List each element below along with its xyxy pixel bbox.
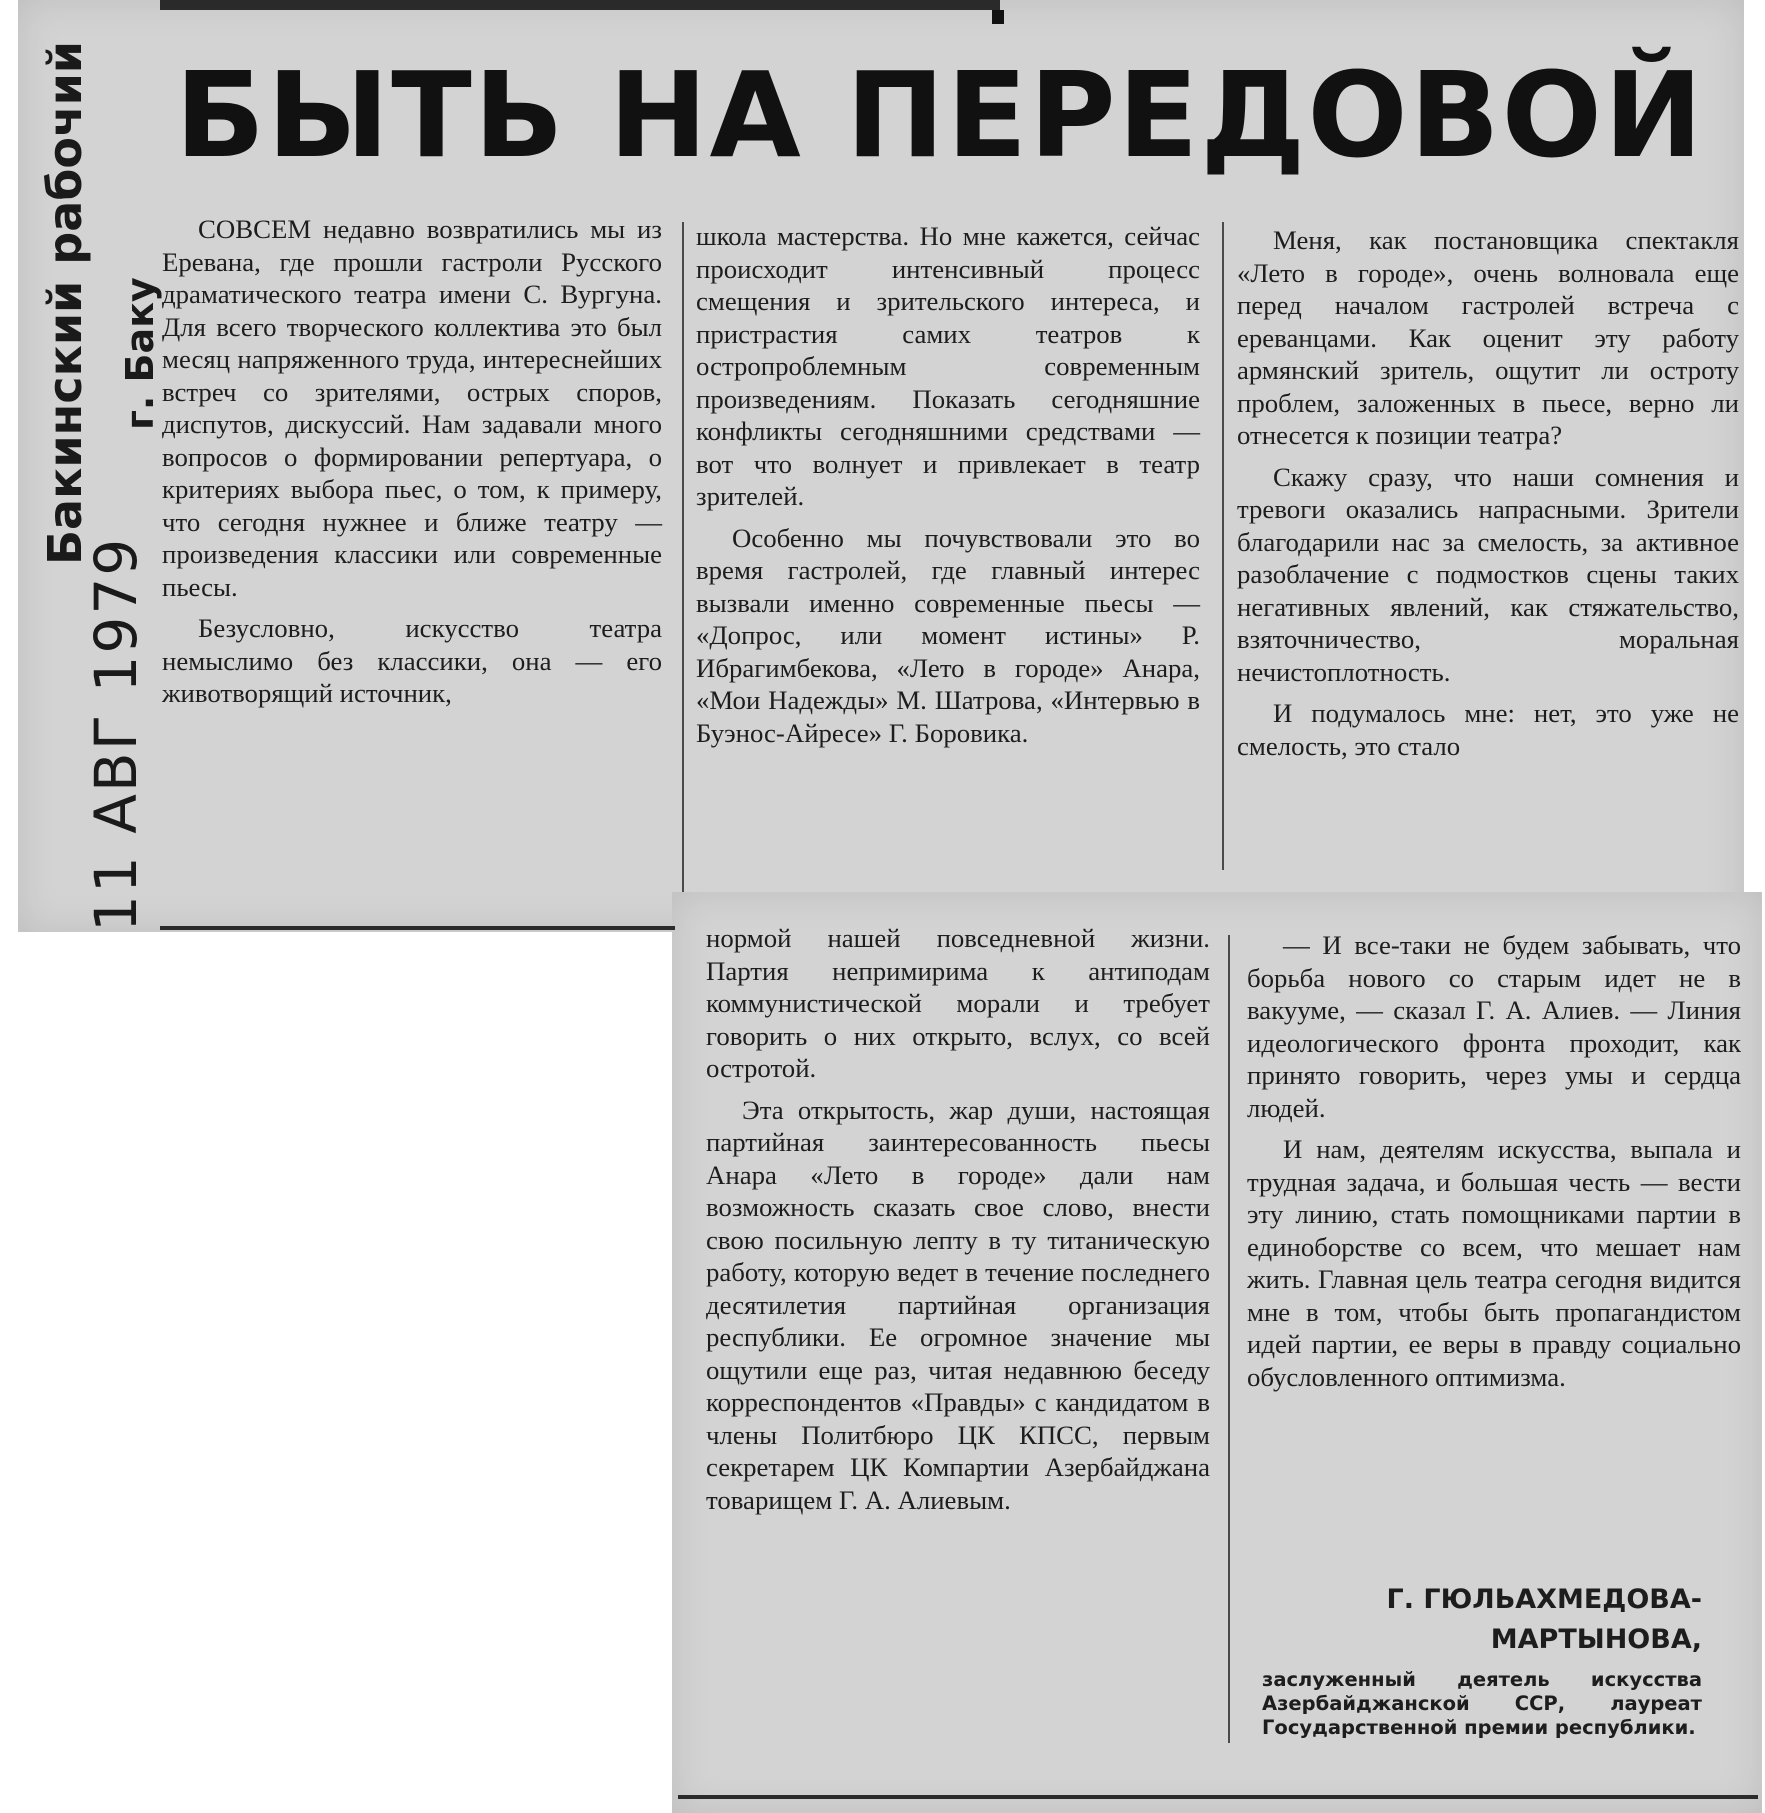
- article-paragraph: — И все-таки не будем забывать, что борьба нового со старым идет не в вакууме, — сказал Г. А. Алиев. — Линия идеологического фронта проходит, как принято говорить, через умы и сердца людей.: [1247, 930, 1741, 1123]
- top-corner-mark: [992, 10, 1004, 24]
- author-name: Г. ГЮЛЬАХМЕДОВА-МАРТЫНОВА,: [1386, 1584, 1702, 1655]
- article-headline: БЫТЬ НА ПЕРЕДОВОЙ: [175, 46, 1705, 184]
- column-separator: [1222, 222, 1224, 870]
- article-paragraph: Особенно мы почувствовали это во время гастролей, где главный интерес вызвали именно современные пьесы — «Допрос, или момент истины» Р. Ибрагимбекова, «Лето в городе» Анара, «Мои Надежды» М. Шатрова, «Интервью в Буэнос-Айресе» Г. Боровика.: [696, 522, 1200, 748]
- article-paragraph: школа мастерства. Но мне кажется, сейчас происходит интенсивный процесс смещения и зрительского интереса, и пристрастия самих театров к остропроблемным современным произведениям. Показать сегодняшние конфликты сегодняшними средствами — вот что волнует и привлекает в театр зрителей.: [696, 221, 1200, 511]
- column-separator: [1228, 935, 1230, 1743]
- article-paragraph: Эта открытость, жар души, настоящая партийная заинтересованность пьесы Анара «Лето в городе» дали нам возможность сказать свое слово, внести свою посильную лепту в ту титаническую работу, которую ведет в течение последнего десятилетия партийная организация республики. Ее огромное значение мы ощутили еще раз, читая недавнюю беседу корреспондентов «Правды» с кандидатом в члены Политбюро ЦК КПСС, первым секретарем ЦК Компартии Азербайджана товарищем Г. А. Алиевым.: [706, 1094, 1210, 1515]
- clipping-bottom-rule: [678, 1795, 1758, 1799]
- article-paragraph: Безусловно, искусство театра немыслимо без классики, она — его животворящий источник,: [162, 613, 662, 708]
- column-separator: [682, 222, 684, 892]
- author-title: заслуженный деятель искусства Азербайджанской ССР, лауреат Государственной премии республики.: [1262, 1668, 1702, 1739]
- article-paragraph: нормой нашей повседневной жизни. Партия непримирима к антиподам коммунистической морали и требует говорить о них открыто, вслух, со всей остротой.: [706, 923, 1210, 1083]
- top-border-rule: [160, 0, 1000, 10]
- clipping-bottom-rule: [160, 926, 675, 930]
- article-column-2: [696, 220, 1200, 880]
- article-column-1: [162, 213, 662, 875]
- article-column-5: [1247, 929, 1741, 1549]
- article-paragraph: Скажу сразу, что наши сомнения и тревоги оказались напрасными. Зрители благодарили нас за смелость, за активное разоблачение с подмостков сцены таких негативных явлений, как стяжательство, взяточничество, моральная нечистоплотность.: [1237, 461, 1739, 687]
- clipping-date-stamp: 11 АВГ 1979: [82, 536, 150, 932]
- article-paragraph: И нам, деятелям искусства, выпала и трудная задача, и большая честь — вести эту линию, стать помощниками партии в единоборстве со всем, что мешает нам жить. Главная цель театра сегодня видится мне в том, чтобы быть пропагандистом идей партии, ее веры в правду социально обусловленного оптимизма.: [1247, 1134, 1741, 1392]
- article-column-3: [1237, 224, 1739, 884]
- article-paragraph: И подумалось мне: нет, это уже не смелость, это стало: [1237, 698, 1739, 761]
- article-paragraph: Меня, как постановщика спектакля «Лето в городе», очень волновала еще перед началом гастролей встреча с ереванцами. Как оценит эту работу армянский зритель, ощутит ли остроту проблем, заложенных в пьесе, верно ли отнесется к позиции театра?: [1237, 225, 1739, 450]
- newspaper-city-stamp: г. Баку: [118, 277, 162, 430]
- article-column-4: [706, 922, 1210, 1744]
- article-paragraph: СОВСЕМ недавно возвратились мы из Еревана, где прошли гастроли Русского драматического театра имени С. Вургуна. Для всего творческого коллектива это был месяц напряженного труда, интереснейших встреч со зрителями, острых споров, диспутов, дискуссий. Нам задавали много вопросов о формировании репертуара, о критериях выбора пьес, о том, к примеру, что сегодня нужнее и ближе театру — произведения классики или современные пьесы.: [162, 214, 662, 602]
- newspaper-name-stamp: Бакинский рабочий: [38, 40, 92, 565]
